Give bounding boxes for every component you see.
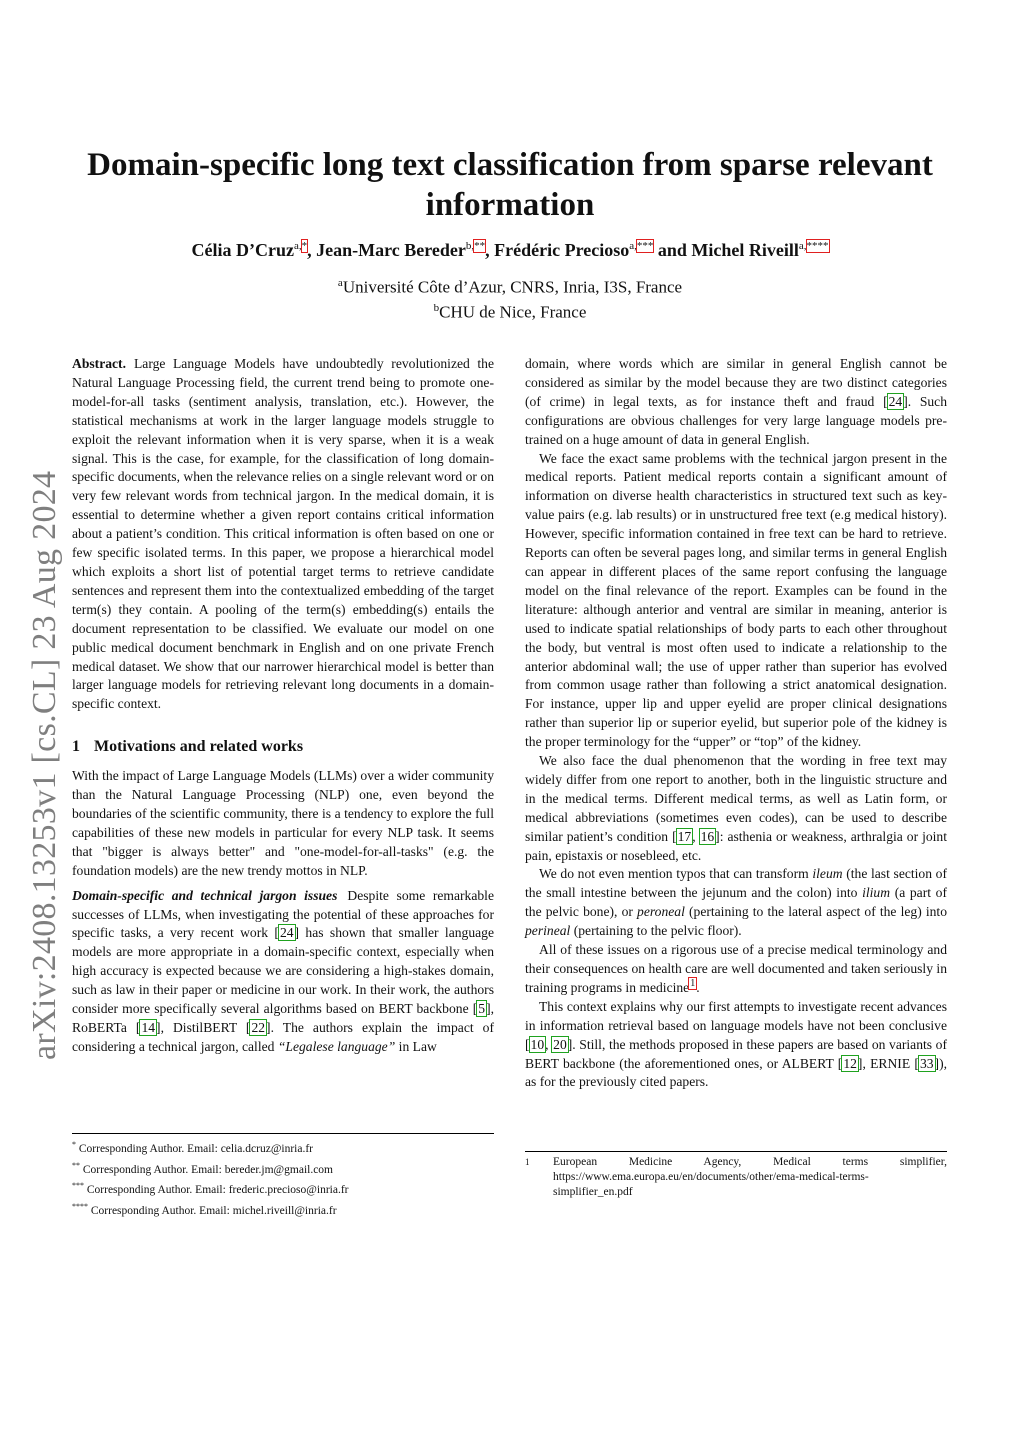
footnote-link[interactable]: 1 — [690, 978, 696, 990]
author-affiliation-mark: a,*** — [629, 240, 654, 252]
author-footnotes — [72, 1133, 494, 1219]
author-name[interactable]: Jean-Marc Bereder — [316, 240, 466, 260]
footnote-link[interactable]: ** — [474, 240, 486, 252]
citation-link[interactable]: 16 — [700, 828, 715, 844]
citation-link[interactable]: 17 — [677, 828, 692, 844]
arxiv-identifier-stamp: arXiv:2408.13253v1 [cs.CL] 23 Aug 2024 — [26, 470, 63, 1060]
paragraph: All of these issues on a rigorous use of a precise medical terminology and their consequences on health care are well documented and taken seriously in training programs in medicine$^1$. — [525, 942, 947, 995]
section-heading: 1 Motivations and related works — [72, 738, 304, 756]
citation-link[interactable]: 20 — [553, 1036, 567, 1052]
author-name[interactable]: Michel Riveill — [691, 240, 799, 260]
citation-link[interactable]: 12 — [843, 1055, 857, 1071]
citation-link[interactable]: 10 — [530, 1036, 545, 1052]
author-name[interactable]: Frédéric Precioso — [494, 240, 630, 260]
footnote: *** Corresponding Author. Email: frederic.precioso@inria.fr — [72, 1181, 349, 1196]
left-column — [72, 355, 494, 1057]
author-list: Célia D’Cruz$^{a,*}$, Jean-Marc Bereder$^{b,**}$, Frédéric Precioso$^{a,***}$ and Michel Riveill$^{a,****}$ — [191, 240, 829, 260]
footnote: **** Corresponding Author. Email: michel.riveill@inria.fr — [72, 1201, 337, 1217]
footnote-text: European Medicine Agency, Medical terms simplifier, https://www.ema.europa.eu/en/documents/other/ema-medical-terms-simplifier_en.pdf — [553, 1156, 947, 1198]
citation-link[interactable]: 22 — [251, 1020, 266, 1035]
author-affiliation-mark: b,** — [465, 240, 486, 252]
author-affiliation-mark: a,* — [293, 240, 308, 252]
footnote-link[interactable]: *** — [636, 240, 654, 252]
paragraph: This context explains why our first attempts to investigate recent advances in information retrieval based on language models have not been conclusive [10, 20]. Still, the methods proposed in these papers are based on variants of BERT backbone (the aforementioned ones, or ALBERT [12], ERNIE [33]), as for the previously cited papers. — [525, 998, 948, 1090]
citation-link[interactable]: 33 — [919, 1055, 934, 1071]
footnote-link[interactable]: **** — [806, 240, 829, 252]
paragraph: We also face the dual phenomenon that the wording in free text may widely differ from one report to another, both in the linguistic structure and in the medical terms. Different medical terms, as well as Latin form, or medical abbreviations (sometimes even codes), can be used to describe similar patient’s condition [17, 16]: asthenia or weakness, arthralgia or joint pain, epistaxis or nosebleed, etc. — [525, 753, 947, 863]
footnote: 1 European Medicine Agency, Medical terms simplifier, https://www.ema.europa.eu/en/documents/other/ema-medical-terms-simplifier_en.pdf — [525, 1156, 947, 1198]
right-column — [525, 355, 947, 1092]
footnote: * Corresponding Author. Email: celia.dcruz@inria.fr — [72, 1140, 314, 1155]
footnote: ** Corresponding Author. Email: bereder.jm@gmail.com — [72, 1160, 334, 1176]
author-name[interactable]: Célia D’Cruz — [191, 240, 294, 260]
citation-link[interactable]: 24 — [279, 925, 294, 941]
affiliation: $^a$Université Côte d’Azur, CNRS, Inria, I3S, France — [337, 277, 683, 297]
affiliations — [200, 273, 820, 322]
footnote-link[interactable]: * — [301, 240, 308, 252]
paragraph: domain, where words which are similar in general English cannot be considered as similar by the model because they are two distinct categories (of crime) in legal texts, as for instance theft and fraud [24]. Such configurations are obvious challenges for very large language models pre-trained on a huge amount of data in general English. — [525, 356, 948, 447]
citation-link[interactable]: 5 — [478, 1001, 486, 1017]
paragraph: With the impact of Large Language Models (LLMs) over a wider community than the Natural Language Processing (NLP) one, even beyond the boundaries of the scientific community, there is a tendency to explore the full capabilities of these new models in particular for every NLP task. It seems that "bigger is always better" and "one-model-for-all-tasks" (e.g. the foundation models) are the new trendy mottos in NLP. — [72, 768, 494, 878]
citation-link[interactable]: 24 — [888, 393, 903, 409]
paragraph: Domain-specific and technical jargon issues Despite some remarkable successes of LLMs, when investigating the potential of these approaches for specific tasks, a very recent work [24] has shown that smaller language models are more appropriate in a domain-specific context, especially when high accuracy is expected because we are considering a high-stakes domain, such as law in their paper or medicine in our work. In their work, the authors consider more specifically several algorithms based on BERT backbone [5], RoBERTa [14], DistilBERT [22]. The authors explain the impact of considering a technical jargon, called “Legalese language” in Law — [72, 887, 494, 1054]
affiliation: $^b$CHU de Nice, France — [433, 301, 587, 322]
abstract-text: Large Language Models have undoubtedly revolutionized the Natural Language Processing field, the current trend being to promote one-model-for-all tasks (sentiment analysis, translation, etc.). However, the statistical mechanisms at work in the larger language models struggle to exploit the relevant information when it is very sparse, when it is a weak signal. This is the case, for example, for the classification of long domain-specific documents, when the relevance relies on a single relevant word or on very few relevant words from technical jargon. In the medical domain, it is essential to determine whether a given report contains critical information about a patient’s condition. This critical information is often based on one or few specific isolated terms. In this paper, we propose a hierarchical model which exploits a short list of potential target terms to retrieve candidate sentences and represent them into the contextualized embedding of the target term(s) they contain. A pooling of the term(s) embedding(s) entails the document representation to be classified. We evaluate our model on one public medical document benchmark in English and on one private French medical dataset. We show that our narrower hierarchical model is better than larger language models for retrieving relevant long documents in a domain-specific context. — [72, 356, 494, 712]
author-affiliation-mark: a,**** — [798, 240, 829, 252]
paper-title: Domain-specific long text classification from sparse relevant information — [87, 147, 933, 223]
abstract-label: Abstract. — [72, 356, 126, 371]
paragraph-heading: Domain-specific and technical jargon issues — [72, 887, 338, 903]
paragraph: We face the exact same problems with the technical jargon present in the medical reports. Patient medical reports contain a significant amount of information on diverse health characteristics in structured text such as key-value pairs (e.g. lab results) or in unstructured free text (e.g medical history). However, specific information contained in free text can be hard to retrieve. Reports can often be several pages long, and similar terms in general English can appear in different places of the same report confusing the language model on the final relevance of the report. Examples can be found in the literature: although anterior and ventral are similar in meaning, anterior is used to indicate spatial relationships of body parts to each other throughout the body, but ventral is most often used to indicate a relationship to the anterior abdominal wall; the use of upper rather than superior has evolved from common usage rather than following a strict anatomical designation. For instance, upper lip and upper eyelid are proper clinical designations rather than superior lip or superior eyelid, but superior pole of the kidney is the proper terminology for the “upper” or “top” of the kidney. — [525, 450, 947, 750]
citation-link[interactable]: 14 — [141, 1020, 156, 1035]
page-footnotes — [525, 1151, 947, 1200]
paragraph: We do not even mention typos that can transform ileum (the last section of the small intestine between the jejunum and the colon) into ilium (a part of the pelvic bone), or peroneal (pertaining to the lateral aspect of the leg) into perineal (pertaining to the pelvic floor). — [525, 866, 948, 939]
abstract — [72, 355, 494, 714]
